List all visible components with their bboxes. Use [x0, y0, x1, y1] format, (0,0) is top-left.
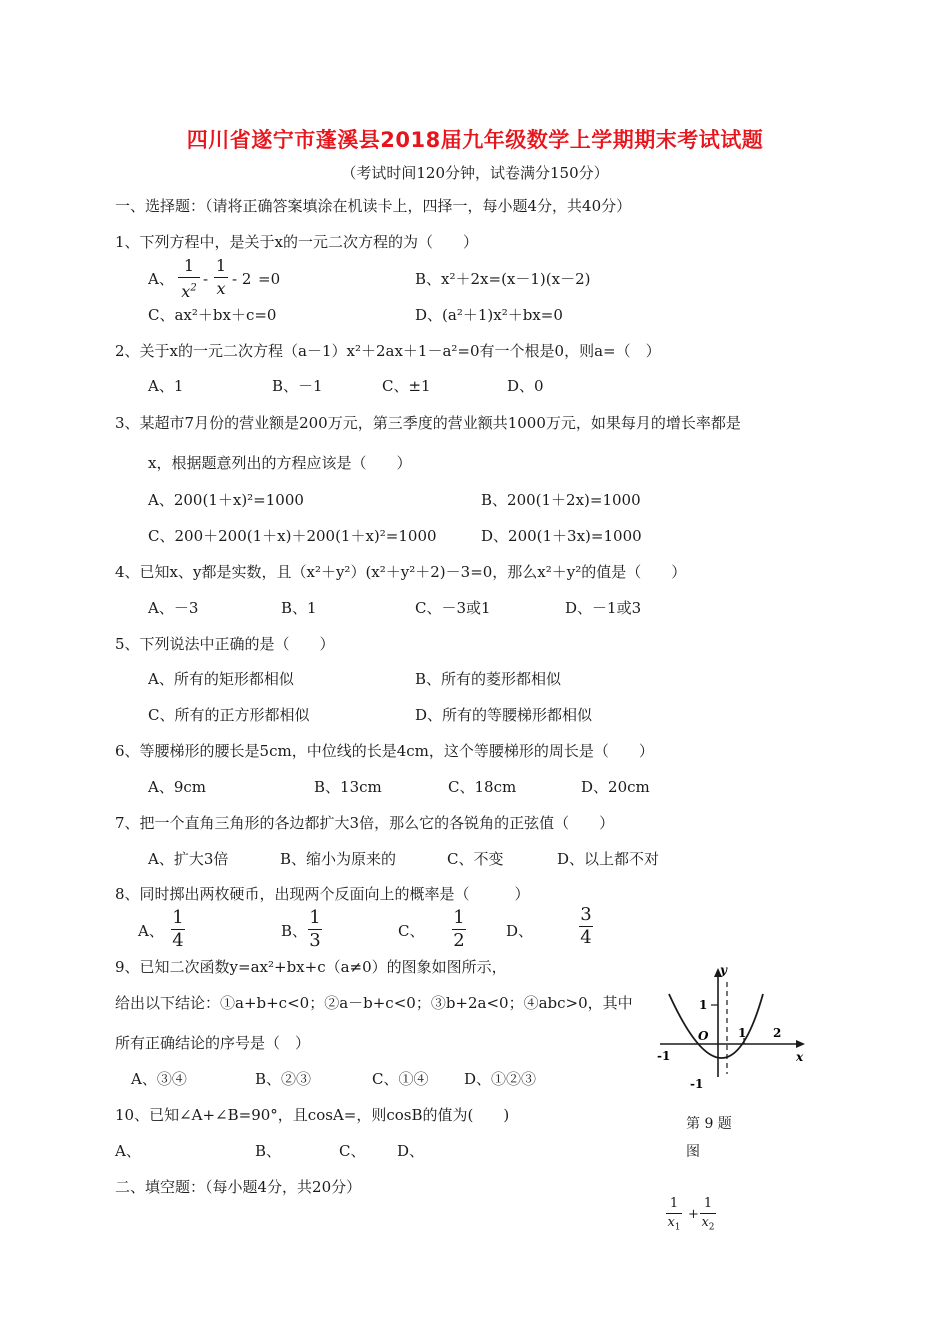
q5-option-c: C、所有的正方形都相似: [148, 706, 310, 724]
q8-stem: 8、同时掷出两枚硬币，出现两个反面向上的概率是（ ）: [115, 885, 530, 903]
origin-label: O: [698, 1029, 709, 1043]
q4-option-c: C、－3或1: [415, 599, 491, 617]
q4-option-a: A、－3: [148, 599, 199, 617]
q10-option-b: B、: [255, 1142, 282, 1160]
page-title: 四川省遂宁市蓬溪县2018届九年级数学上学期期末考试试题: [186, 128, 764, 152]
y-tick-label-1: 1: [699, 998, 708, 1012]
q1-stem: 1、下列方程中，是关于x的一元二次方程的为（ ）: [115, 233, 479, 251]
q8-option-c-fraction: 1 2: [453, 907, 465, 951]
q1-option-c: C、ax²＋bx＋c=0: [148, 306, 277, 324]
q1-option-d: D、(a²＋1)x²＋bx=0: [415, 306, 563, 324]
q8-option-d-label: D、: [506, 922, 534, 940]
q2-stem: 2、关于x的一元二次方程（a－1）x²＋2ax＋1－a²=0有一个根是0，则a=（ ）: [115, 342, 661, 360]
y-axis-label: y: [720, 963, 727, 977]
q2-option-c: C、±1: [382, 377, 431, 395]
q7-stem: 7、把一个直角三角形的各边都扩大3倍，那么它的各锐角的正弦值（ ）: [115, 814, 615, 832]
x-tick-label-neg1: -1: [657, 1049, 671, 1063]
q4-stem: 4、已知x、y都是实数，且（x²＋y²）(x²＋y²＋2)－3=0，那么x²＋y²的值是（ ）: [115, 563, 687, 581]
page-subtitle: （考试时间120分钟，试卷满分150分）: [341, 164, 609, 182]
q9-figure-caption-line2: 图: [686, 1144, 700, 1160]
q1-option-b: B、x²＋2x=(x－1)(x－2): [415, 270, 591, 288]
q9-option-b: B、②③: [255, 1070, 312, 1088]
q10-option-c: C、: [339, 1142, 366, 1160]
y-tick-label-neg1: -1: [690, 1077, 704, 1091]
q7-option-d: D、以上都不对: [557, 850, 660, 868]
q9-parabola-graph: [655, 962, 810, 1091]
q6-option-a: A、9cm: [148, 778, 207, 796]
q6-option-c: C、18cm: [448, 778, 517, 796]
q3-option-a: A、200(1＋x)²=1000: [148, 491, 304, 509]
q9-stem-line3: 所有正确结论的序号是（ ）: [115, 1034, 311, 1052]
q1-option-a-label: A、: [148, 270, 174, 288]
q10-option-d: D、: [397, 1142, 425, 1160]
q2-option-a: A、1: [148, 377, 184, 395]
q3-stem-line2: x，根据题意列出的方程应该是（ ）: [148, 454, 412, 472]
q2-option-b: B、－1: [272, 377, 323, 395]
q9-option-c: C、①④: [372, 1070, 429, 1088]
q5-option-b: B、所有的菱形都相似: [415, 670, 562, 688]
q5-option-d: D、所有的等腰梯形都相似: [415, 706, 593, 724]
q10-option-a: A、: [115, 1142, 141, 1160]
q8-option-a-fraction: 1 4: [172, 907, 184, 951]
q6-stem: 6、等腰梯形的腰长是5cm，中位线的长是4cm，这个等腰梯形的周长是（ ）: [115, 742, 654, 760]
section-2-heading: 二、填空题：（每小题4分，共20分）: [115, 1178, 362, 1196]
q7-option-a: A、扩大3倍: [148, 850, 229, 868]
q5-option-a: A、所有的矩形都相似: [148, 670, 294, 688]
x-axis-arrow: [796, 1040, 805, 1048]
q3-option-d: D、200(1＋3x)=1000: [481, 527, 642, 545]
q3-stem-line1: 3、某超市7月份的营业额是200万元，第三季度的营业额共1000万元，如果每月的增长率都是: [115, 414, 741, 432]
q8-option-b-fraction: 1 3: [309, 907, 321, 951]
q8-option-d-fraction: 3 4: [580, 904, 592, 948]
q9-option-a: A、③④: [131, 1070, 187, 1088]
parabola-curve: [669, 994, 763, 1058]
q8-option-a-label: A、: [138, 922, 164, 940]
q2-option-d: D、0: [507, 377, 544, 395]
q7-option-b: B、缩小为原来的: [280, 850, 397, 868]
q4-option-b: B、1: [281, 599, 317, 617]
q7-option-c: C、不变: [447, 850, 504, 868]
q8-option-c-label: C、: [398, 922, 425, 940]
q6-option-b: B、13cm: [314, 778, 382, 796]
q3-option-b: B、200(1＋2x)=1000: [481, 491, 641, 509]
q4-option-d: D、－1或3: [565, 599, 642, 617]
x-tick-label-1: 1: [738, 1026, 747, 1040]
q9-stem-line1: 9、已知二次函数y=ax²+bx+c（a≠0）的图象如图所示，: [115, 958, 507, 976]
q8-option-b-label: B、: [281, 922, 308, 940]
q9-figure-caption-line1: 第 9 题: [686, 1116, 732, 1132]
q9-option-d: D、①②③: [464, 1070, 537, 1088]
x-axis-label: x: [796, 1050, 804, 1064]
q5-stem: 5、下列说法中正确的是（ ）: [115, 635, 335, 653]
q10-stem: 10、已知∠A+∠B=90°，且cosA=，则cosB的值为( ): [115, 1106, 510, 1124]
q6-option-d: D、20cm: [581, 778, 650, 796]
section-1-heading: 一、选择题：（请将正确答案填涂在机读卡上，四择一，每小题4分，共40分）: [115, 197, 632, 215]
q9-stem-line2: 给出以下结论：①a+b+c<0；②a－b+c<0；③b+2a<0；④abc>0，其中: [115, 994, 633, 1012]
q3-option-c: C、200＋200(1＋x)＋200(1＋x)²=1000: [148, 527, 437, 545]
x-tick-label-2: 2: [773, 1026, 782, 1040]
